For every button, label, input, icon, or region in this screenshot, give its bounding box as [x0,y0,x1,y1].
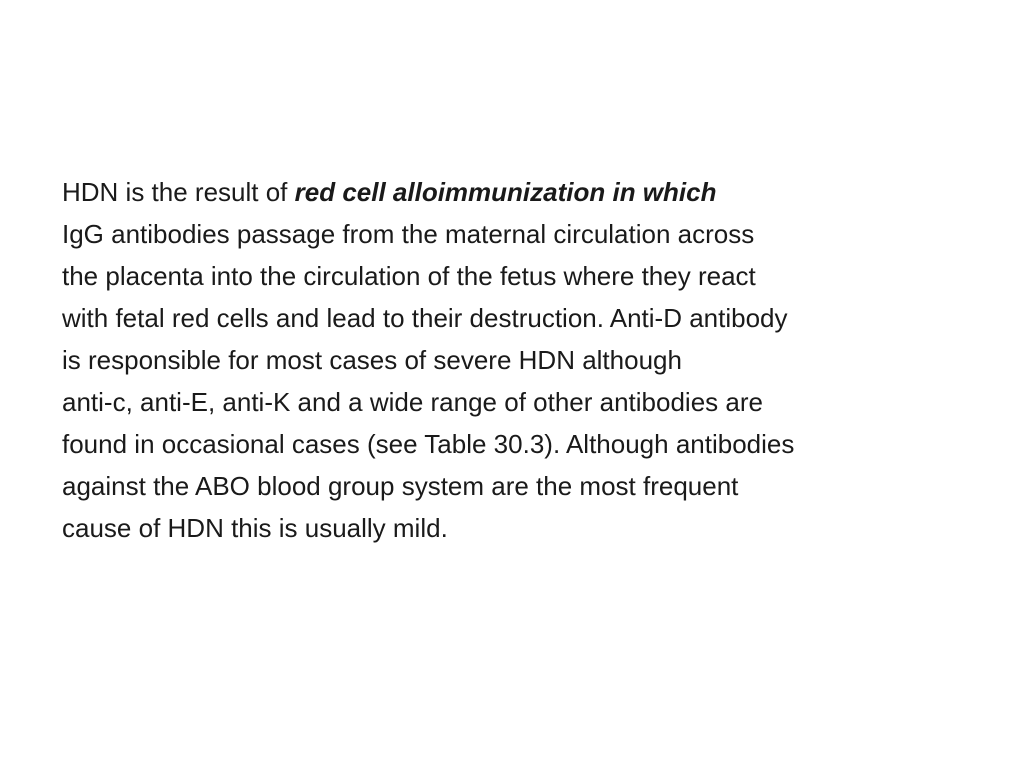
paragraph-8: against the ABO blood group system are the most frequent [62,471,739,501]
paragraph-1-lead: HDN is the result of [62,177,295,207]
paragraph-5: is responsible for most cases of severe HDN although [62,345,682,375]
paragraph-6: anti-c, anti-E, anti-K and a wide range of other antibodies are [62,387,763,417]
paragraph-2: IgG antibodies passage from the maternal circulation across [62,219,755,249]
paragraph-4: with fetal red cells and lead to their destruction. Anti-D antibody [62,303,788,333]
paragraph-3: the placenta into the circulation of the fetus where they react [62,261,756,291]
paragraph-1 [62,179,962,206]
body-text-block [62,179,962,557]
paragraph-7: found in occasional cases (see Table 30.3). Although antibodies [62,429,795,459]
paragraph-1-emphasis: red cell alloimmunization in which [294,177,717,207]
paragraph-9: cause of HDN this is usually mild. [62,513,448,543]
